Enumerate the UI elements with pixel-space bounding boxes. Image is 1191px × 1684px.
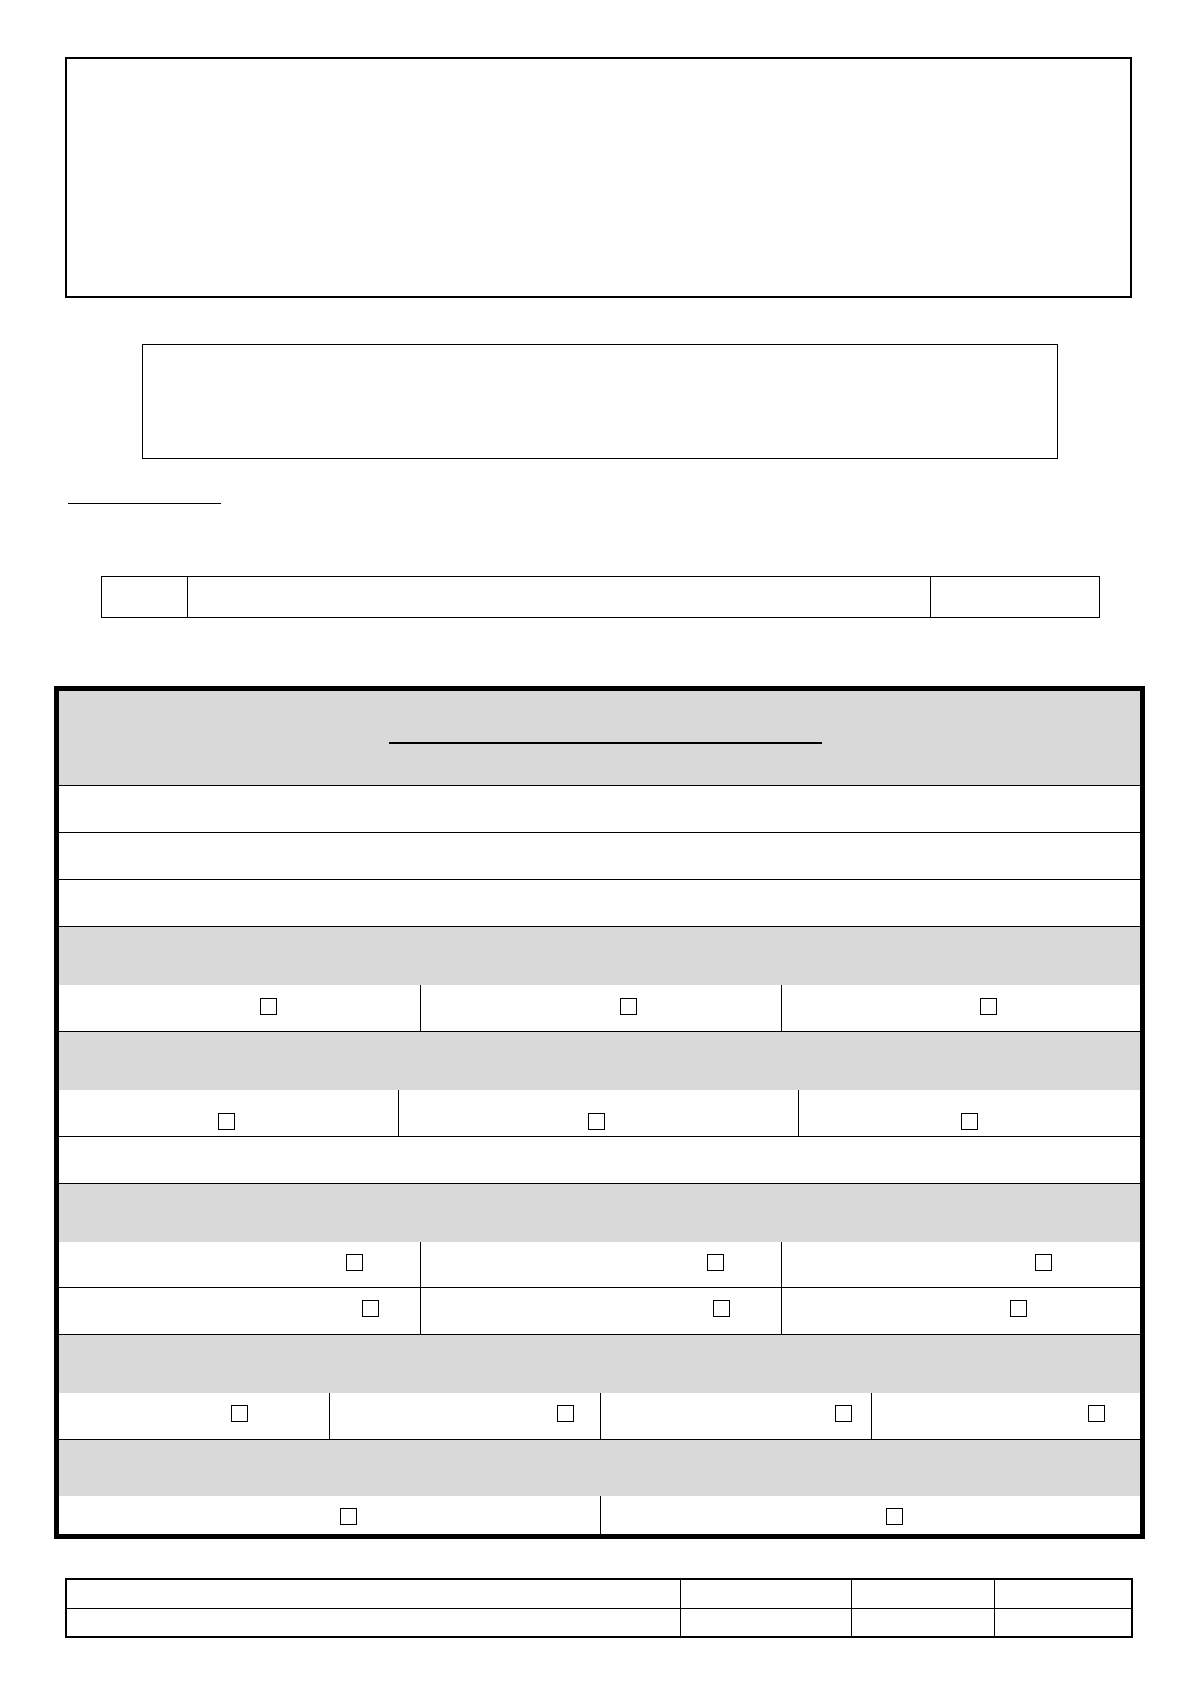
section-1-checkbox-1[interactable] — [260, 998, 277, 1015]
section-5-checkbox-2[interactable] — [886, 1508, 903, 1525]
reference-bar — [101, 576, 1100, 618]
section-1-heading — [59, 927, 1140, 985]
section-3-heading — [59, 1184, 1140, 1242]
section-4-checkbox-4[interactable] — [1088, 1405, 1105, 1422]
reference-cell-1[interactable] — [102, 577, 187, 617]
section-3-checkbox-2[interactable] — [707, 1254, 724, 1271]
form-title-underline — [389, 731, 822, 744]
footer-cell-r2c2[interactable] — [681, 1609, 851, 1636]
main-form — [54, 686, 1145, 1539]
section-3-checkbox-5[interactable] — [713, 1300, 730, 1317]
section-2-checkbox-3[interactable] — [961, 1113, 978, 1130]
subtitle-box — [142, 344, 1058, 459]
footer-cell-r2c1[interactable] — [67, 1609, 680, 1636]
section-4-checkbox-2[interactable] — [557, 1405, 574, 1422]
section-2-options — [59, 1090, 1140, 1137]
section-4-checkbox-1[interactable] — [231, 1405, 248, 1422]
section-3-checkbox-4[interactable] — [362, 1300, 379, 1317]
section-3-checkbox-3[interactable] — [1035, 1254, 1052, 1271]
underlined-caption — [68, 480, 221, 504]
footer-cell-r2c4[interactable] — [995, 1609, 1131, 1636]
section-2-checkbox-2[interactable] — [588, 1113, 605, 1130]
section-3-options-row-2 — [59, 1288, 1140, 1335]
section-4-checkbox-3[interactable] — [835, 1405, 852, 1422]
section-5-heading — [59, 1440, 1140, 1496]
footer-cell-r2c3[interactable] — [852, 1609, 994, 1636]
form-field-row-2[interactable] — [59, 833, 1140, 880]
section-1-options — [59, 985, 1140, 1032]
reference-cell-2[interactable] — [188, 577, 930, 617]
form-field-row-1[interactable] — [59, 786, 1140, 833]
footer-cell-r1c2[interactable] — [681, 1580, 851, 1608]
footer-table — [65, 1578, 1133, 1638]
reference-cell-3[interactable] — [931, 577, 1099, 617]
section-3-checkbox-6[interactable] — [1010, 1300, 1027, 1317]
footer-cell-r1c3[interactable] — [852, 1580, 994, 1608]
section-1-checkbox-3[interactable] — [980, 998, 997, 1015]
footer-cell-r1c1[interactable] — [67, 1580, 680, 1608]
section-3-options-row-1 — [59, 1242, 1140, 1288]
section-1-checkbox-2[interactable] — [620, 998, 637, 1015]
section-2-checkbox-1[interactable] — [218, 1113, 235, 1130]
form-title-row — [59, 691, 1140, 786]
footer-cell-r1c4[interactable] — [995, 1580, 1131, 1608]
form-field-row-3[interactable] — [59, 880, 1140, 927]
section-3-checkbox-1[interactable] — [346, 1254, 363, 1271]
section-2-trailing-field[interactable] — [59, 1137, 1140, 1184]
section-5-checkbox-1[interactable] — [340, 1508, 357, 1525]
section-2-heading — [59, 1032, 1140, 1090]
header-box — [65, 57, 1132, 298]
section-4-heading — [59, 1335, 1140, 1393]
section-5-options — [59, 1496, 1140, 1539]
section-4-options — [59, 1393, 1140, 1440]
